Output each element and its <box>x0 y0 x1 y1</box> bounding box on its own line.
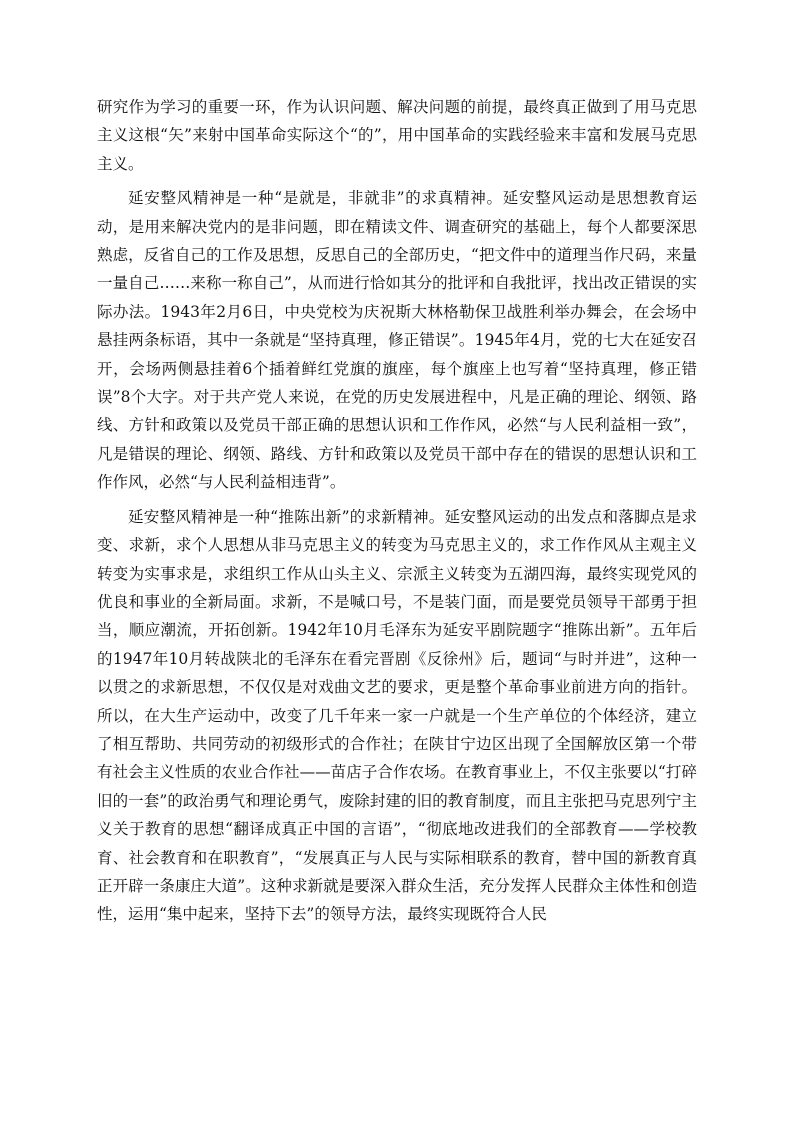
paragraph-1: 研究作为学习的重要一环，作为认识问题、解决问题的前提，最终真正做到了用马克思主义这根“矢”来射中国革命实际这个“的”，用中国革命的实践经验来丰富和发展马克思主义。 <box>97 98 697 173</box>
document-page <box>97 93 697 935</box>
paragraph-3: 延安整风精神是一种“推陈出新”的求新精神。延安整风运动的出发点和落脚点是求变、求新，求个人思想从非马克思主义的转变为马克思主义的，求工作作风从主观主义转变为实事求是，求组织工作从山头主义、宗派主义转变为五湖四海，最终实现党风的优良和事业的全新局面。求新，不是喊口号，不是装门面，而是要党员领导干部勇于担当，顺应潮流，开拓创新。1942年10月毛泽东为延安平剧院题字“推陈出新”。五年后的1947年10月转战陕北的毛泽东在看完晋剧《反徐州》后，题词“与时并进”，这种一以贯之的求新思想，不仅仅是对戏曲文艺的要求，更是整个革命事业前进方向的指针。所以，在大生产运动中，改变了几千年来一家一户就是一个生产单位的个体经济，建立了相互帮助、共同劳动的初级形式的合作社；在陕甘宁边区出现了全国解放区第一个带有社会主义性质的农业合作社——苗店子合作农场。在教育事业上，不仅主张要以“打碎旧的一套”的政治勇气和理论勇气，废除封建的旧的教育制度，而且主张把马克思列宁主义关于教育的思想“翻译成真正中国的言语”，“彻底地改进我们的全部教育——学校教育、社会教育和在职教育”，“发展真正与人民与实际相联系的教育，替中国的新教育真正开辟一条康庄大道”。这种求新就是要深入群众生活，充分发挥人民群众主体性和创造性，运用“集中起来，坚持下去”的领导方法，最终实现既符合人民 <box>97 507 697 924</box>
paragraph-2: 延安整风精神是一种“是就是，非就非”的求真精神。延安整风运动是思想教育运动，是用来解决党内的是非问题，即在精读文件、调查研究的基础上，每个人都要深思熟虑，反省自己的工作及思想，反思自己的全部历史，“把文件中的道理当作尺码，来量一量自己……来称一称自己”，从而进行恰如其分的批评和自我批评，找出改正错误的实际办法。1943年2月6日，中央党校为庆祝斯大林格勒保卫战胜利举办舞会，在会场中悬挂两条标语，其中一条就是“坚持真理，修正错误”。1945年4月，党的七大在延安召开，会场两侧悬挂着6个插着鲜红党旗的旗座，每个旗座上也写着“坚持真理，修正错误”8个大字。对于共产党人来说，在党的历史发展进程中，凡是正确的理论、纲领、路线、方针和政策以及党员干部正确的思想认识和工作作风，必然“与人民利益相一致”，凡是错误的理论、纲领、路线、方针和政策以及党员干部中存在的错误的思想认识和工作作风，必然“与人民利益相违背”。 <box>97 189 697 492</box>
